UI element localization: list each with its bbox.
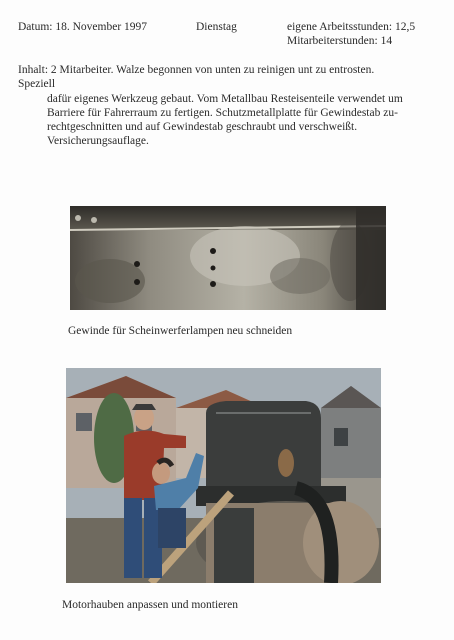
photo-metal-plate — [70, 206, 386, 310]
photo-engine-hood — [66, 368, 381, 583]
content-intro-continued: Speziell — [18, 78, 56, 90]
photo-caption: Motorhauben anpassen und montieren — [62, 599, 238, 611]
photo-caption: Gewinde für Scheinwerferlampen neu schneiden — [68, 325, 293, 337]
content-body-line: Barriere für Fahrerraum zu fertigen. Schutzmetallplatte für Gewindestab zu- — [47, 107, 398, 119]
content-body-line: rechtgeschnitten und auf Gewindestab geschraubt und verschweißt. — [47, 121, 358, 133]
content-intro: Inhalt: 2 Mitarbeiter. Walze begonnen von unten zu reinigen unt zu entrosten. — [18, 64, 375, 76]
content-body-line: Versicherungsauflage. — [47, 135, 149, 147]
content-body-line: dafür eigenes Werkzeug gebaut. Vom Metallbau Resteisenteile verwendet um — [47, 93, 403, 105]
entry-weekday: Dienstag — [196, 21, 237, 33]
worker-hours: Mitarbeiterstunden: 14 — [287, 35, 393, 47]
entry-date: Datum: 18. November 1997 — [18, 21, 148, 33]
own-work-hours: eigene Arbeitsstunden: 12,5 — [287, 21, 416, 33]
photo-engine-hood-image — [66, 368, 381, 583]
photo-metal-plate-image — [70, 206, 386, 310]
